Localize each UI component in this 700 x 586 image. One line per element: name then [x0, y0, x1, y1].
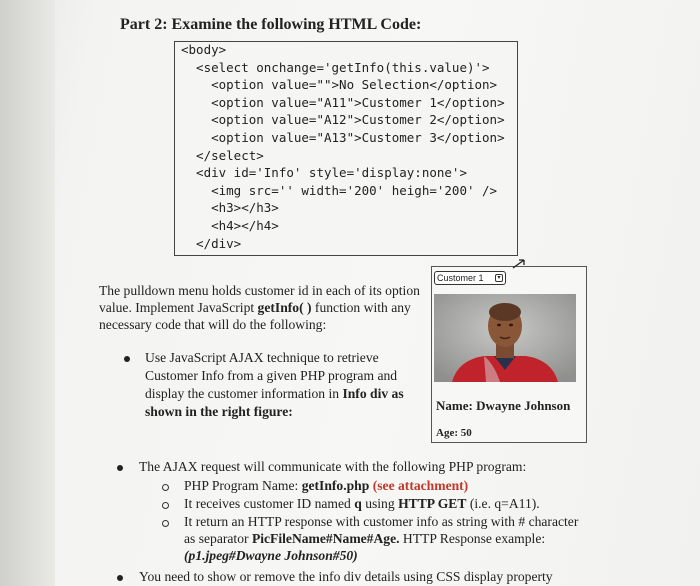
response-line-1: It return an HTTP response with customer info as string with # character [184, 514, 579, 529]
function-name: getInfo( ) [257, 300, 312, 315]
code-line: <div id='Info' style='display:none'> [181, 165, 467, 181]
code-lines [181, 41, 505, 252]
circle-bullet-icon [162, 520, 169, 527]
response-line-2 [184, 530, 604, 547]
bullet-icon [124, 356, 130, 362]
sub-label: PHP Program Name: [184, 478, 302, 493]
customer-name: Name: Dwayne Johnson [436, 398, 571, 413]
sub-item-customer-id [184, 495, 540, 512]
paragraph-text: The pulldown menu holds customer id in each of its option value. Implement JavaScript [99, 283, 420, 315]
circle-bullet-icon [162, 502, 169, 509]
customer-age: Age: 50 [436, 427, 472, 439]
code-line: <img src='' width='200' heigh='200' /> [181, 182, 498, 198]
response-format: PicFileName#Name#Age. [251, 531, 400, 546]
bullet-item-display: You need to show or remove the info div details using CSS display property [139, 569, 553, 584]
bullet-item-ajax [145, 349, 423, 421]
code-line: <option value="A12">Customer 2</option> [181, 112, 505, 128]
sub-text-mid: using [361, 496, 399, 511]
page-shadow [0, 0, 55, 586]
code-line: <select onchange='getInfo(this.value)'> [181, 59, 490, 75]
code-line: </select> [181, 147, 264, 163]
sub-text-tail: (i.e. q=A11). [466, 496, 540, 511]
code-block [174, 41, 518, 256]
attachment-note: (see attachment) [372, 478, 469, 493]
code-line: </div> [181, 235, 242, 251]
bullet-icon [117, 575, 123, 581]
code-line: <option value="A13">Customer 3</option> [181, 129, 505, 145]
sub-item-response [184, 513, 604, 564]
code-line: <option value="A11">Customer 1</option> [181, 94, 505, 110]
sub-item-program-name [184, 477, 468, 494]
circle-bullet-icon [162, 484, 169, 491]
bullet-bold-text: Info div as shown in the right figure: [145, 386, 404, 419]
param-name: q [354, 496, 362, 511]
cursor-arrow-icon [510, 256, 530, 272]
code-line: <body> [181, 42, 227, 57]
customer-photo [434, 294, 576, 382]
paragraph-text-end: function with any necessary code that will do the following: [99, 300, 411, 332]
section-heading: Part 2: Examine the following HTML Code: [120, 16, 422, 33]
code-line: <option value="">No Selection</option> [181, 77, 498, 93]
response-example: (p1.jpeg#Dwayne Johnson#50) [184, 548, 358, 563]
description-paragraph [99, 282, 421, 333]
code-line: <h3></h3> [181, 200, 279, 216]
customer-select[interactable] [434, 271, 506, 285]
bullet-icon [117, 465, 123, 471]
http-method: HTTP GET [398, 496, 467, 511]
php-file-name: getInfo.php [301, 478, 370, 493]
code-line: <h4></h4> [181, 217, 279, 233]
sub-text: It receives customer ID named [184, 496, 355, 511]
chevron-down-icon: ▾ [495, 274, 503, 282]
bullet-text: Use JavaScript AJAX technique to retrieve Customer Info from a given PHP program and display the customer information in [145, 350, 398, 401]
response-prefix: as separator [184, 531, 252, 546]
bullet-item-request: The AJAX request will communicate with the following PHP program: [139, 459, 527, 474]
select-value: Customer 1 [437, 273, 484, 283]
response-suffix: HTTP Response example: [399, 531, 546, 546]
